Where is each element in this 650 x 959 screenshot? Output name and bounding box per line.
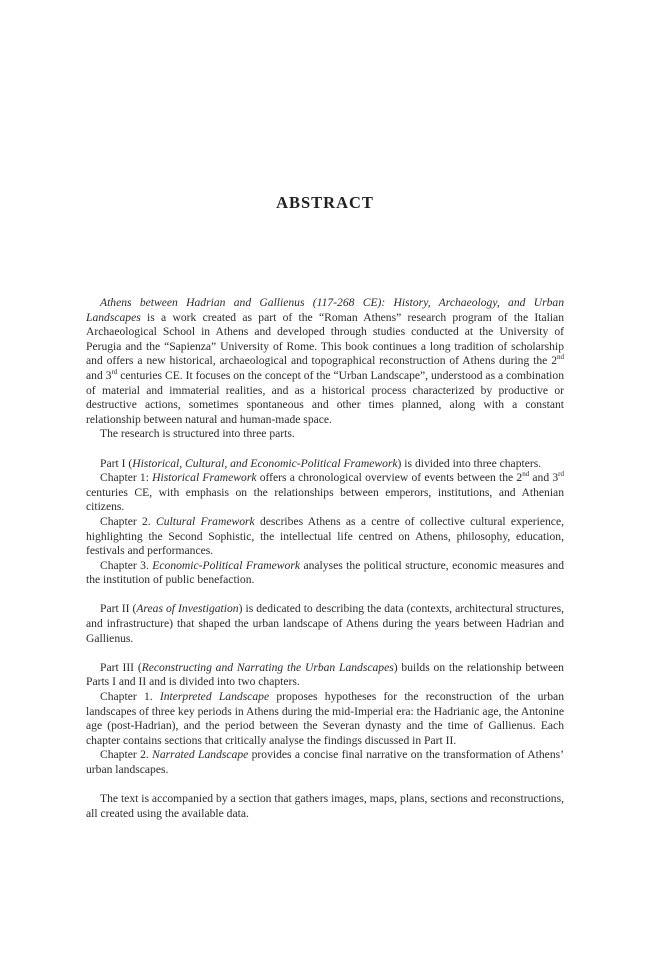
paragraph-text: centuries CE, with emphasis on the relationships between emperors, institutions, and Athenian citizens. [86, 485, 564, 514]
paragraph-text: proposes hypotheses for the reconstruction of the urban landscapes of three key periods in Athens during the mid-Imperial era: the Hadrianic age, the Antonine age (post-Hadrian), and the period between the Severan dynasty and the time of Gallienus. Each chapter contains sections that critically analyse the findings discussed in Part II. [86, 690, 564, 747]
paragraph-text: Chapter 2. [100, 514, 156, 528]
page-title: ABSTRACT [276, 193, 374, 213]
paragraph-text: and 3 [86, 368, 112, 382]
paragraph-text: ) is divided into three chapters. [397, 456, 542, 470]
paragraph-text: Part II ( [100, 602, 137, 616]
italic-title-text: Cultural Framework [155, 514, 255, 528]
paragraph [86, 515, 564, 559]
ordinal-superscript: rd [558, 470, 565, 479]
paragraph [86, 457, 564, 472]
paragraph-text: centuries CE. It focuses on the concept of the “Urban Landscape”, understood as a combination of material and immaterial realities, and as a historical process characterized by productive or destructive actions, sometimes spontaneous and other times planned, along with a constant relationship between natural and human-made space. [86, 368, 565, 426]
paragraph [86, 748, 564, 777]
abstract-body [86, 296, 564, 821]
italic-title-text: Interpreted Landscape [159, 690, 270, 704]
italic-title-text: Reconstructing and Narrating the Urban Landscapes [141, 660, 394, 674]
paragraph [86, 602, 564, 646]
paragraph [86, 427, 564, 442]
paragraph [86, 792, 564, 821]
paragraph [86, 296, 564, 427]
italic-title-text: Athens between Hadrian and Gallienus (117-268 CE): History, Archaeology, and Urban Landscapes [86, 296, 564, 324]
paragraph-text: Chapter 3. [100, 558, 153, 572]
ordinal-superscript: nd [522, 470, 530, 479]
paragraph-text: provides a concise final narrative on the transformation of Athens’ urban landscapes. [86, 748, 564, 776]
paragraph-text: describes Athens as a centre of collective cultural experience, highlighting the Second Sophistic, the intellectual life centred on Athens, philosophy, education, festivals and performances. [86, 514, 564, 558]
paragraph-text: Chapter 2. [100, 748, 153, 762]
italic-title-text: Historical, Cultural, and Economic-Political Framework [132, 456, 398, 470]
paragraph-text: The text is accompanied by a section that gathers images, maps, plans, sections and reconstructions, all created using the available data. [86, 792, 564, 820]
italic-title-text: Economic-Political Framework [152, 558, 300, 572]
paragraph-text: The research is structured into three parts. [100, 427, 295, 441]
paragraph-text: Chapter 1. [100, 690, 160, 704]
paragraph-text: Chapter 1: [100, 471, 153, 485]
italic-title-text: Areas of Investigation [136, 602, 239, 616]
paragraph-text: ) is dedicated to describing the data (contexts, architectural structures, and infrastructure) that shaped the urban landscape of Athens during the years between Hadrian and Gallienus. [86, 602, 565, 645]
italic-title-text: Narrated Landscape [152, 748, 249, 762]
paragraph-text: and 3 [529, 471, 559, 485]
ordinal-superscript: rd [111, 368, 118, 377]
paragraph-text: analyses the political structure, economic measures and the institution of public benefaction. [86, 558, 564, 587]
italic-title-text: Historical Framework [152, 471, 257, 485]
paragraph [86, 661, 564, 690]
paragraph [86, 471, 564, 515]
paragraph [86, 559, 564, 588]
paragraph-text: ) builds on the relationship between Parts I and II and is divided into two chapters. [86, 660, 564, 689]
paragraph-text: Part III ( [100, 660, 142, 674]
paragraph-text: offers a chronological overview of events between the 2 [256, 471, 523, 485]
paragraph [86, 690, 564, 748]
ordinal-superscript: nd [557, 353, 564, 362]
paragraph-text: is a work created as part of the “Roman Athens” research program of the Italian Archaeological School in Athens and developed through studies conducted at the University of Perugia and the “Sapienza” University of Rome. This book continues a long tradition of scholarship and offers a new historical, archaeological and topographical reconstruction of Athens during the 2 [86, 310, 564, 368]
paragraph-text: Part I ( [100, 456, 133, 470]
